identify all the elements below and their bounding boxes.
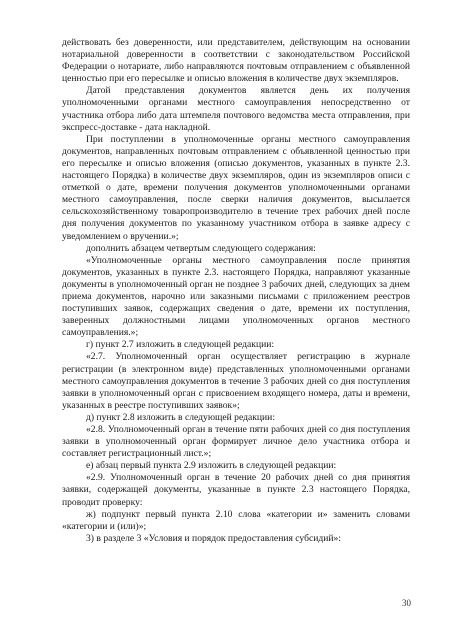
- paragraph: «2.7. Уполномоченный орган осуществляет регистрацию в журнале регистрации (в электронном виде) представленных уполномоченными органами местного самоуправления документов в течение 3 рабочих дней со дня поступления заявки в уполномоченный орган с присвоением входящего номера, даты и времени, указанных в реестре поступивших заявок»;: [62, 351, 410, 411]
- paragraph: ж) подпункт первый пункта 2.10 слова «категории и» заменить словами «категории и (или)»;: [62, 508, 410, 532]
- paragraph: д) пункт 2.8 изложить в следующей редакции:: [86, 411, 275, 423]
- paragraph: 3) в разделе 3 «Условия и порядок предоставления субсидий»:: [86, 532, 341, 544]
- paragraph: г) пункт 2.7 изложить в следующей редакции:: [86, 339, 275, 351]
- paragraph: «Уполномоченные органы местного самоуправления после принятия документов, указанных в пункте 2.3. настоящего Порядка, направляют указанные документы в уполномоченный орган не позднее 3 рабочих дней, следующих за днем приема документов, нарочно или заказными письмами с приложением реестров поступивших заявок, содержащих сведения о дате, времени их поступления, заверенных должностными лицами уполномоченных органов местного самоуправления.»;: [62, 254, 410, 339]
- paragraph: дополнить абзацем четвертым следующего содержания:: [86, 242, 316, 254]
- paragraph: Датой представления документов является день их получения уполномоченными органами местного самоуправления непосредственно от участника отбора либо дата штемпеля почтового ведомства места отправления, при экспресс-доставке - дата накладной.: [62, 85, 410, 133]
- page-number: 30: [402, 598, 411, 608]
- paragraph: «2.8. Уполномоченный орган в течение пяти рабочих дней со дня поступления заявки в уполномоченный орган формирует личное дело участника отбора и составляет регистрационный лист.»;: [62, 424, 410, 460]
- document-body: [62, 37, 410, 545]
- paragraph: действовать без доверенности, или представителем, действующим на основании нотариальной доверенности в соответствии с законодательством Российской Федерации о нотариате, либо направляются почтовым отправлением с объявленной ценностью при его пересылке и описью вложения в количестве двух экземпляров.: [62, 37, 410, 85]
- paragraph: При поступлении в уполномоченные органы местного самоуправления документов, направленных почтовым отправлением с объявленной ценностью при его пересылке и описью вложения (описью документов, указанных в пункте 2.3. настоящего Порядка) в количестве двух экземпляров, один из экземпляров описи с отметкой о дате, времени получения документов уполномоченными органами местного самоуправления, после сверки наличия документов, высылается сельскохозяйственному товаропроизводителю в течение трех рабочих дней после дня получения документов по указанному участником отбора в заявке адресу с уведомлением о вручении.»;: [62, 133, 410, 242]
- paragraph: «2.9. Уполномоченный орган в течение 20 рабочих дней со дня принятия заявки, содержащей документы, указанные в пункте 2.3 настоящего Порядка, проводит проверку:: [62, 472, 410, 508]
- paragraph: е) абзац первый пункта 2.9 изложить в следующей редакции:: [86, 460, 337, 472]
